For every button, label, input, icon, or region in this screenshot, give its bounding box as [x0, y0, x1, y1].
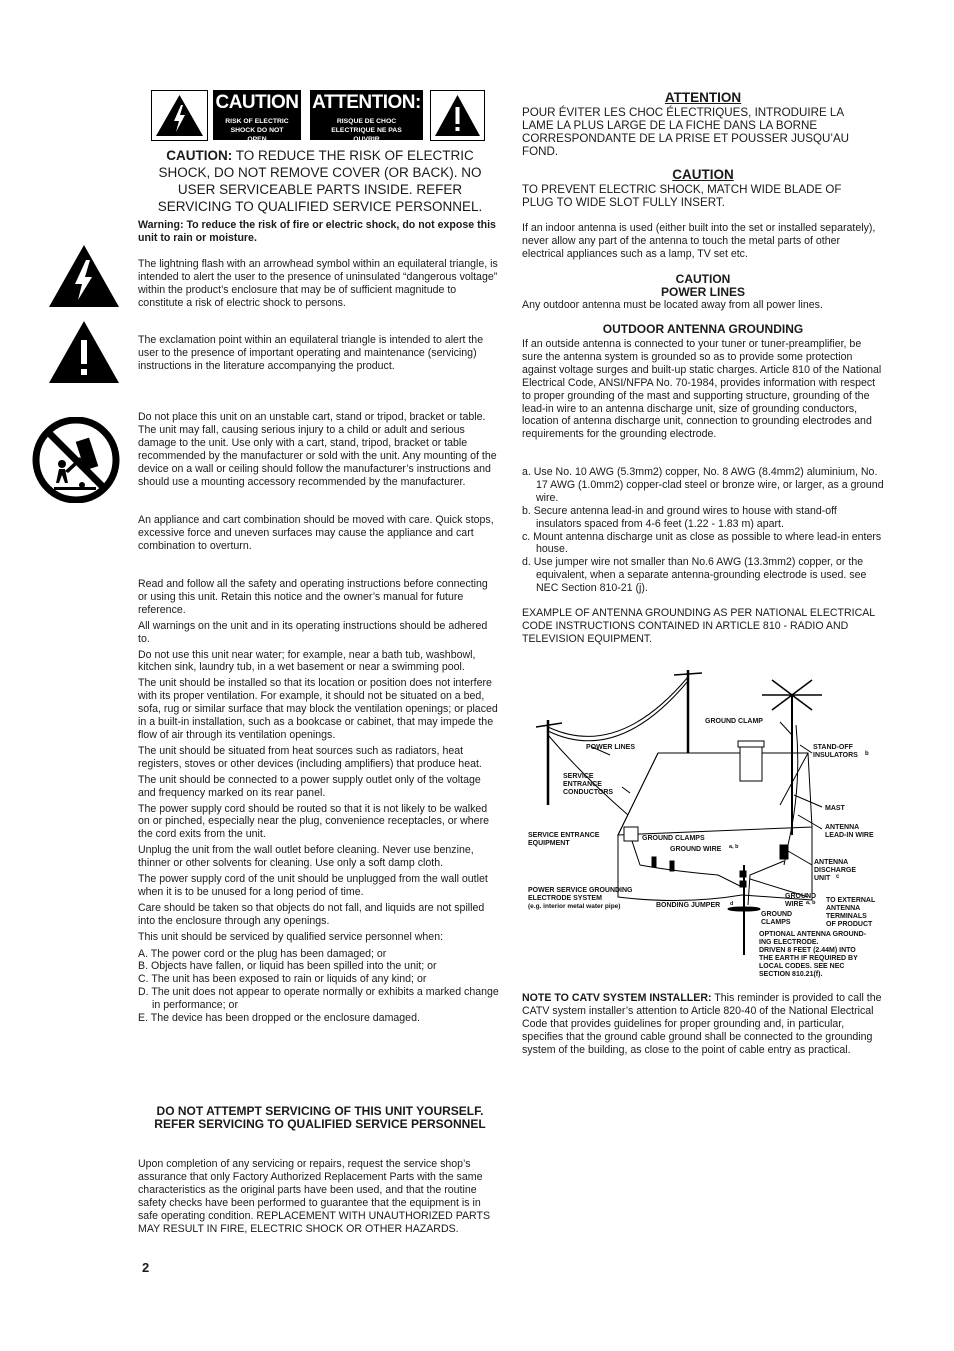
- caution-power-lines-heading: [522, 273, 884, 299]
- list-item: E. The device has been dropped or the enclosure damaged.: [138, 1012, 420, 1025]
- main-caution-text: TO REDUCE THE RISK OF ELECTRIC SHOCK, DO NOT REMOVE COVER (OR BACK). NO USER SERVICEABLE PARTS INSIDE. REFER SERVICING TO QUALIFIED SERVICE PERSONNEL.: [157, 148, 483, 214]
- safety-rule: Care should be taken so that objects do not fall, and liquids are not spilled into the enclosure through any openings.: [138, 901, 485, 927]
- caution-badge-title: CAUTION: [215, 92, 299, 113]
- grounding-requirements-list: [522, 466, 884, 595]
- label-standoff-sup: b: [865, 751, 869, 757]
- label-antenna-lead-1: ANTENNA: [825, 824, 860, 831]
- label-ext-2: ANTENNA: [826, 905, 861, 912]
- safety-rule: All warnings on the unit and in its operating instructions should be adhered to.: [138, 619, 488, 645]
- label-mast: MAST: [825, 805, 845, 812]
- safety-rule: The unit should be installed so that its location or position does not interfere with its proper ventilation. For example, it should not be situated on a bed, sofa, rug or similar surface that may block the ventilation openings; or placed in a built-in installation, such as a bookcase or cabinet, that may impede the flow of air through its ventilation openings.: [138, 677, 498, 741]
- grounding-text: If an outside antenna is connected to your tuner or tuner-preamplifier, be sure the antenna system is grounded so as to provide some protection against voltage surges and built-up static charges. Article 810 of the National Electrical Code, ANSI/NFPA No. 70-1984, provides information with respect to proper grounding of the mast and supporting structure, grounding of the lead-in wire to an antenna discharge unit, size of grounding conductors, location of antenna discharge unit, connection to grounding electrodes and requirements for the grounding electrode.: [522, 338, 882, 441]
- label-psg-2: ELECTRODE SYSTEM: [528, 895, 602, 902]
- label-opt-3: DRIVEN 8 FEET (2.44M) INTO: [759, 947, 856, 954]
- list-item: a. Use No. 10 AWG (5.3mm2) copper, No. 8 AWG (8.4mm2) aluminium, No. 17 AWG (1.0mm2) copper-clad steel or bronze wire, or larger, as a ground wire.: [522, 466, 884, 504]
- rain-moisture-warning: Warning: To reduce the risk of fire or electric shock, do not expose this unit to rain or moisture.: [138, 219, 496, 244]
- caution-plug-text: TO PREVENT ELECTRIC SHOCK, MATCH WIDE BLADE OF PLUG TO WIDE SLOT FULLY INSERT.: [522, 183, 842, 209]
- safety-rule: The power supply cord should be routed so that it is not likely to be walked on or pinched, especially near the plug, convenience receptacles, or where the cord exits from the unit.: [138, 802, 489, 841]
- label-ground-wire: GROUND WIRE: [670, 846, 722, 853]
- safety-rule: Unplug the unit from the wall outlet before cleaning. Never use benzine, thinner or other solvents for cleaning. Use only a soft damp cloth.: [138, 844, 474, 870]
- label-bonding: BONDING JUMPER: [656, 902, 721, 909]
- label-gc2-1: GROUND: [761, 911, 793, 918]
- caution-plug-heading: CAUTION: [672, 167, 734, 182]
- lightning-badge: [151, 90, 208, 141]
- label-opt-2: ING ELECTRODE.: [759, 939, 819, 946]
- catv-note-lead: NOTE TO CATV SYSTEM INSTALLER:: [522, 992, 712, 1004]
- label-psg-3: (e.g. interior metal water pipe): [528, 903, 621, 910]
- exclamation-triangle-icon: [48, 320, 120, 384]
- catv-installer-note: [522, 992, 884, 1057]
- list-item: b. Secure antenna lead-in and ground wires to house with stand-off insulators spaced from 4-6 feet (1.22 - 1.83 m) apart.: [522, 504, 837, 530]
- label-ext-1: TO EXTERNAL: [826, 897, 876, 904]
- safety-rule: Do not use this unit near water; for example, near a bath tub, washbowl, kitchen sink, laundry tub, in a wet basement or near a swimming pool.: [138, 648, 476, 674]
- lightning-triangle-icon: [152, 91, 207, 140]
- label-opt-6: SECTION 810.21(f).: [759, 971, 823, 978]
- safety-rule: This unit should be serviced by qualified service personnel when:: [138, 930, 444, 943]
- label-psg-1: POWER SERVICE GROUNDING: [528, 887, 633, 894]
- list-item: c. Mount antenna discharge unit as close as possible to where lead-in enters house.: [522, 530, 882, 556]
- label-standoff-1: STAND-OFF: [813, 744, 853, 751]
- safety-rule: The unit should be connected to a power supply outlet only of the voltage and frequency marked on its rear panel.: [138, 773, 481, 799]
- safety-rule: The power supply cord of the unit should be unplugged from the wall outlet when it is to be unused for a long period of time.: [138, 873, 488, 898]
- antenna-grounding-illustration: [522, 665, 884, 983]
- cart-tipover-icon: [32, 417, 120, 503]
- catv-note-text: This reminder is provided to call the CATV system installer’s attention to Article 820-40 of the National Electrical Code that provides guidelines for proper grounding and, in particular, specifies that the ground cable ground shall be connected to the grounding system of the building, as close to the point of cable entry as practical.: [522, 992, 882, 1056]
- replacement-parts-text: Upon completion of any servicing or repairs, request the service shop’s assurance that only Factory Authorized Replacement Parts with the same characteristics as the original parts have been used, and that the routine safety checks have been performed to guarantee that the equipment is in safe operating condition. REPLACEMENT WITH UNAUTHORIZED PARTS MAY RESULT IN FIRE, ELECTRIC SHOCK OR OTHER HAZARDS.: [138, 1158, 491, 1235]
- antenna-grounding-diagram: [522, 665, 884, 983]
- label-see-1: SERVICE ENTRANCE: [528, 832, 600, 839]
- exclamation-symbol-figure: [48, 320, 120, 384]
- label-gw2-1: GROUND: [785, 893, 817, 900]
- label-service-2: ENTRANCE: [563, 781, 602, 788]
- label-ext-4: OF PRODUCT: [826, 921, 873, 928]
- label-power-lines: POWER LINES: [586, 744, 636, 751]
- label-adu-1: ANTENNA: [814, 859, 849, 866]
- label-standoff-2: INSULATORS: [813, 752, 858, 759]
- label-ext-3: TERMINALS: [826, 913, 867, 920]
- label-adu-2: DISCHARGE: [814, 867, 857, 874]
- exclamation-triangle-icon: [431, 91, 484, 140]
- list-item: B. Objects have fallen, or liquid has been spilled into the unit; or: [138, 960, 437, 973]
- label-opt-4: THE EARTH IF REQUIRED BY: [759, 955, 858, 962]
- label-opt-5: LOCAL CODES. SEE NEC: [759, 963, 845, 970]
- label-service-3: CONDUCTORS: [563, 789, 614, 796]
- label-adu-3: UNIT: [814, 875, 831, 882]
- list-item: C. The unit has been exposed to rain or liquids of any kind; or: [138, 973, 427, 986]
- label-adu-sup: c: [836, 874, 840, 880]
- service-conditions-list: [138, 948, 500, 1025]
- exclamation-badge: [430, 90, 485, 141]
- warning-badge-strip: [151, 90, 485, 142]
- lightning-symbol-figure: [48, 244, 120, 308]
- label-ground-clamps: GROUND CLAMPS: [642, 835, 705, 842]
- exclamation-description: The exclamation point within an equilateral triangle is intended to alert the user to the presence of important operating and maintenance (servicing) instructions in the literature accompanying the product.: [138, 334, 484, 372]
- caution-badge: [213, 90, 301, 143]
- safety-rule: The unit should be situated from heat sources such as radiators, heat registers, stoves or other devices (including amplifiers) that produce heat.: [138, 744, 482, 770]
- main-caution-statement: [139, 147, 501, 215]
- main-caution-lead: CAUTION:: [166, 148, 233, 163]
- caution-badge-subtitle: RISK OF ELECTRIC SHOCK DO NOT OPEN: [225, 118, 289, 143]
- list-item: D. The unit does not appear to operate normally or exhibits a marked change in performance; or: [138, 986, 499, 1012]
- label-gw2-sup: a, b: [806, 900, 816, 906]
- grounding-heading: OUTDOOR ANTENNA GROUNDING: [602, 322, 804, 336]
- list-item: d. Use jumper wire not smaller than No.6 AWG (13.3mm2) copper, or the equivalent, when a separate antenna-grounding electrode is used. see NEC Section 810-21 (j).: [522, 556, 867, 595]
- lightning-triangle-icon: [48, 244, 120, 308]
- safety-rules: [138, 578, 500, 1025]
- power-lines-title: POWER LINES: [660, 285, 745, 299]
- label-gc2-2: CLAMPS: [761, 919, 791, 926]
- safety-rule: Read and follow all the safety and operating instructions before connecting or using this unit. Retain this notice and the owner’s manual for future reference.: [138, 578, 488, 616]
- label-see-2: EQUIPMENT: [528, 840, 570, 847]
- page-number: 2: [142, 1260, 150, 1275]
- label-ground-wire-sup: a, b: [729, 844, 739, 850]
- cart-warning-text: Do not place this unit on an unstable cart, stand or tripod, bracket or table. The unit may fall, causing serious injury to a child or adult and serious damage to the unit. Use only with a cart, stand, tripod, bracket or table recommended by the manufacturer or sold with the unit. Any mounting of the device on a wall or ceiling should follow the manufacturer’s instructions and should use a mounting accessory recommended by the manufacturer.: [138, 411, 497, 488]
- caution-power-lines-title: CAUTION: [675, 272, 731, 286]
- indoor-antenna-text: If an indoor antenna is used (either built into the set or installed separately), never allow any part of the antenna to touch the metal parts of other electrical appliances such as a lamp, TV set etc.: [522, 222, 876, 260]
- label-opt-1: OPTIONAL ANTENNA GROUND-: [759, 931, 867, 938]
- do-not-attempt-heading: DO NOT ATTEMPT SERVICING OF THIS UNIT YOURSELF. REFER SERVICING TO QUALIFIED SERVICE PERSONNEL: [154, 1104, 486, 1131]
- label-ground-clamp: GROUND CLAMP: [705, 718, 763, 725]
- attention-fr-heading: ATTENTION: [664, 90, 742, 105]
- label-bonding-sup: d: [730, 901, 734, 907]
- grounding-example-text: EXAMPLE OF ANTENNA GROUNDING AS PER NATIONAL ELECTRICAL CODE INSTRUCTIONS CONTAINED IN ARTICLE 810 - RADIO AND TELEVISION EQUIPMENT.: [522, 607, 875, 645]
- label-gw2-2: WIRE: [785, 901, 804, 908]
- attention-badge-title: ATTENTION:: [312, 92, 421, 113]
- label-service-1: SERVICE: [563, 773, 594, 780]
- attention-badge: [310, 90, 423, 143]
- attention-badge-subtitle: RISQUE DE CHOC ELECTRIQUE NE PAS OUVRIR: [331, 118, 402, 143]
- list-item: A. The power cord or the plug has been damaged; or: [138, 947, 387, 960]
- power-lines-text: Any outdoor antenna must be located away from all power lines.: [522, 299, 823, 311]
- cart-combination-text: An appliance and cart combination should be moved with care. Quick stops, excessive force and uneven surfaces may cause the appliance and cart combination to overturn.: [138, 514, 494, 552]
- cart-warning-figure: [32, 417, 120, 503]
- lightning-description: The lightning flash with an arrowhead symbol within an equilateral triangle, is intended to alert the user to the presence of uninsulated “dangerous voltage” within the product’s enclosure that may be of sufficient magnitude to constitute a risk of electric shock to persons.: [138, 258, 498, 309]
- label-antenna-lead-2: LEAD-IN WIRE: [825, 832, 874, 839]
- attention-fr-text: POUR ÉVITER LES CHOC ÉLECTRIQUES, INTRODUIRE LA LAME LA PLUS LARGE DE LA FICHE DANS LA BORNE CORRESPONDANTE DE LA PRISE ET POUSSER JUSQU’AU FOND.: [522, 106, 850, 158]
